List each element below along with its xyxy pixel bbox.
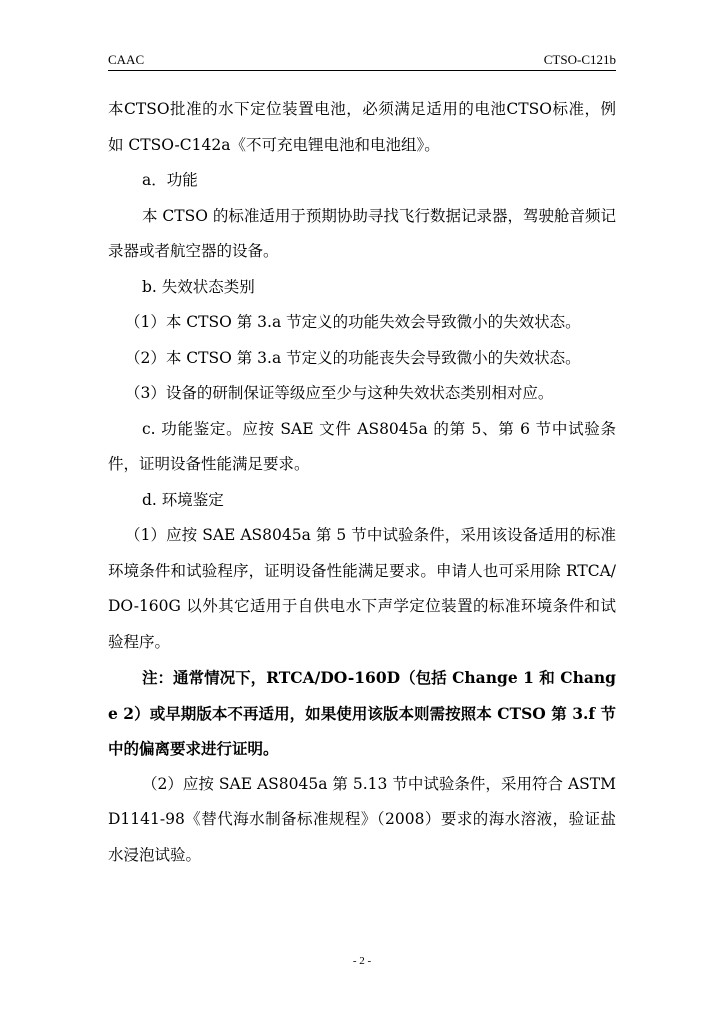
failure-item-2: （2）本 CTSO 第 3.a 节定义的功能丧失会导致微小的失效状态。 [125, 348, 581, 367]
header-doc-id: CTSO-C121b [543, 52, 616, 67]
environment-item-2: （2）应按 SAE AS8045a 第 5.13 节中试验条件，采用符合 ASTM D1141-98《替代海水制备标准规程》（2008）要求的海水溶液，验证盐水浸泡试验。 [108, 774, 616, 864]
note-paragraph: 注：通常情况下，RTCA/DO-160D（包括 Change 1 和 Change 2）或早期版本不再适用，如果使用该版本则需按照本 CTSO 第 3.f 节中的偏离要求进行证明。 [108, 668, 616, 758]
section-d-heading: d. 环境鉴定 [142, 490, 224, 509]
page-number: - 2 - [352, 955, 372, 967]
failure-item-3: （3）设备的研制保证等级应至少与这种失效状态类别相对应。 [125, 384, 554, 402]
section-b-heading: b. 失效状态类别 [142, 277, 255, 296]
section-c-paragraph: c. 功能鉴定。应按 SAE 文件 AS8045a 的第 5、第 6 节中试验条件，证明设备性能满足要求。 [108, 419, 616, 473]
environment-item-1: （1）应按 SAE AS8045a 第 5 节中试验条件，采用该设备适用的标准环境条件和试验程序，证明设备性能满足要求。申请人也可采用除 RTCA/DO-160G 以外其它适用于自供电水下声学定位装置的标准环境条件和试验程序。 [108, 526, 616, 651]
paragraph-battery: 本CTSO批准的水下定位装置电池，必须满足适用的电池CTSO标准，例如 CTSO-C142a《不可充电锂电池和电池组》。 [108, 100, 616, 154]
paragraph-function: 本 CTSO 的标准适用于预期协助寻找飞行数据记录器，驾驶舱音频记录器或者航空器的设备。 [108, 206, 616, 260]
section-a-heading: a．功能 [142, 171, 198, 189]
header-org: CAAC [108, 52, 145, 67]
page-header [108, 52, 616, 71]
document-body [108, 92, 616, 873]
failure-item-1: （1）本 CTSO 第 3.a 节定义的功能失效会导致微小的失效状态。 [125, 313, 581, 331]
